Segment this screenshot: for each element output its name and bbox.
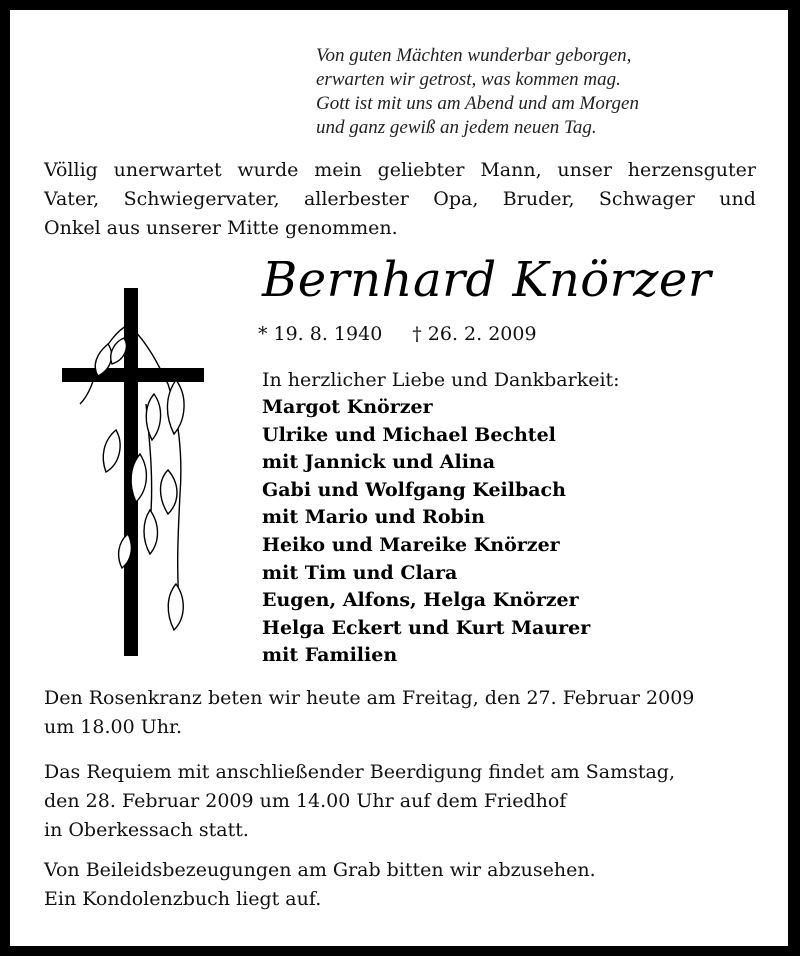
intro-word: Schwiegervater, bbox=[123, 188, 280, 210]
intro-word: Schwager bbox=[598, 188, 695, 210]
mourner: Margot Knörzer bbox=[262, 396, 433, 418]
death-symbol: † bbox=[412, 323, 422, 345]
thanks-line: In herzlicher Liebe und Dankbarkeit: bbox=[262, 369, 620, 391]
mourner: Helga Eckert und Kurt Maurer bbox=[262, 616, 591, 639]
intro-word: allerbester bbox=[303, 188, 409, 210]
intro-word: wurde bbox=[237, 159, 299, 181]
intro-line bbox=[44, 185, 756, 214]
intro-line: Onkel aus unserer Mitte genommen. bbox=[44, 217, 398, 239]
cross-with-ivy-icon bbox=[58, 284, 218, 664]
poem-line: Von guten Mächten wunderbar geborgen, bbox=[316, 45, 632, 66]
mourner: Gabi und Wolfgang Keilbach bbox=[262, 478, 566, 501]
closing-line: Von Beileidsbezeugungen am Grab bitten wir abzusehen. bbox=[44, 859, 596, 881]
birth-date bbox=[258, 320, 382, 348]
mourner: Ulrike und Michael Bechtel bbox=[262, 423, 556, 446]
intro-word: und bbox=[719, 188, 756, 210]
poem-quote bbox=[316, 44, 756, 140]
intro-word: unser bbox=[557, 159, 612, 181]
mourner: mit Tim und Clara bbox=[262, 561, 458, 584]
intro-word: Vater, bbox=[44, 188, 100, 210]
intro-word: geliebter bbox=[377, 159, 465, 181]
requiem-notice bbox=[44, 758, 756, 845]
intro-word: mein bbox=[314, 159, 362, 181]
life-dates bbox=[258, 320, 537, 348]
rosary-line: Den Rosenkranz beten wir heute am Freitag, den 27. Februar 2009 bbox=[44, 687, 695, 709]
mourner: Eugen, Alfons, Helga Knörzer bbox=[262, 589, 579, 612]
closing-notice bbox=[44, 856, 756, 914]
intro-word: Völlig bbox=[44, 159, 98, 181]
intro-word: herzensguter bbox=[627, 159, 756, 181]
intro-word: unerwartet bbox=[113, 159, 222, 181]
intro-line bbox=[44, 156, 756, 185]
poem-line: Gott ist mit uns am Abend und am Morgen bbox=[316, 93, 639, 114]
closing-line: Ein Kondolenzbuch liegt auf. bbox=[44, 888, 322, 910]
intro-paragraph bbox=[44, 156, 756, 243]
birth-symbol: * bbox=[258, 323, 268, 345]
requiem-line: in Oberkessach statt. bbox=[44, 819, 249, 841]
rosary-notice bbox=[44, 684, 756, 742]
rosary-line: um 18.00 Uhr. bbox=[44, 716, 183, 738]
death-date-value: 26. 2. 2009 bbox=[427, 323, 537, 345]
mourner: mit Jannick und Alina bbox=[262, 451, 496, 474]
poem-line: erwarten wir getrost, was kommen mag. bbox=[316, 69, 621, 90]
intro-word: Opa, bbox=[433, 188, 479, 210]
requiem-line: Das Requiem mit anschließender Beerdigung findet am Samstag, bbox=[44, 761, 675, 783]
deceased-name: Bernhard Knörzer bbox=[262, 252, 712, 308]
mourners-list bbox=[262, 394, 590, 670]
birth-date-value: 19. 8. 1940 bbox=[273, 323, 383, 345]
requiem-line: den 28. Februar 2009 um 14.00 Uhr auf dem Friedhof bbox=[44, 790, 567, 812]
mourner: mit Familien bbox=[262, 644, 398, 667]
mourner: mit Mario und Robin bbox=[262, 506, 485, 529]
death-date bbox=[412, 320, 536, 348]
mourner: Heiko und Mareike Knörzer bbox=[262, 533, 560, 556]
intro-word: Bruder, bbox=[502, 188, 575, 210]
poem-line: und ganz gewiß an jedem neuen Tag. bbox=[316, 117, 597, 138]
intro-word: Mann, bbox=[480, 159, 542, 181]
